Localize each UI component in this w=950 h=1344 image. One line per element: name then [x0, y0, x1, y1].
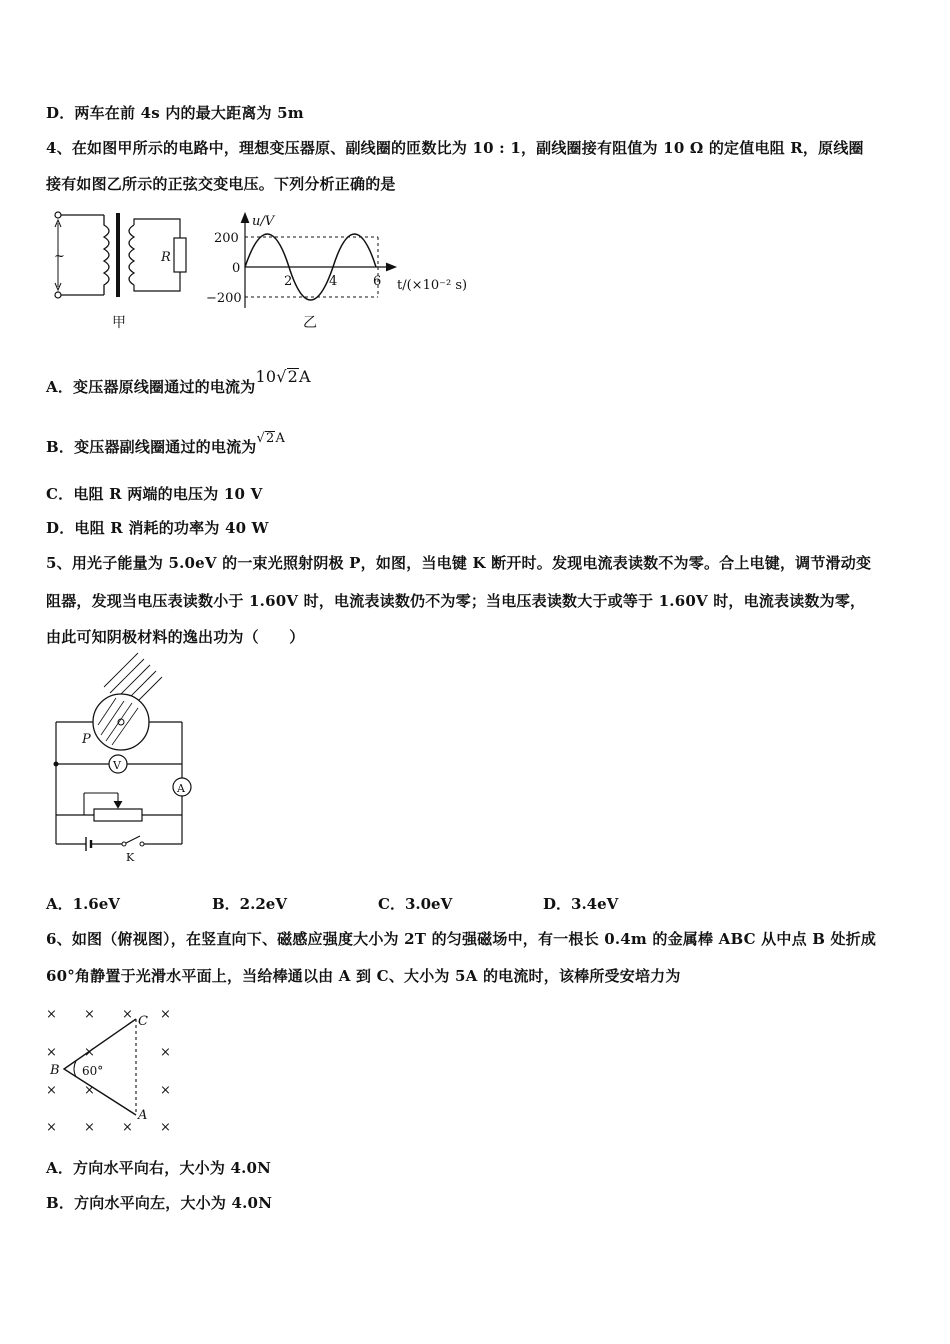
q5-option-a: A．1.6eV — [46, 895, 120, 913]
q4-option-a-radicand: 2 — [287, 367, 299, 386]
q4-option-b-unit: A — [275, 431, 286, 446]
q5-stem-line-2: 阻器，发现当电压表读数小于 1.60V 时，电流表读数仍不为零；当电压表读数大于或等于 1.60V 时，电流表读数为零， — [46, 592, 866, 610]
q6-stem-line-2: 60°角静置于光滑水平面上，当给棒通以由 A 到 C、大小为 5A 的电流时，该棒所受安培力为 — [46, 967, 681, 985]
q5-stem-line-1: 5、用光子能量为 5.0eV 的一束光照射阴极 P，如图，当电键 K 断开时。发现电流表读数不为零。合上电键，调节滑动变 — [46, 554, 872, 572]
q4-option-a-coef: 10 — [255, 367, 277, 386]
q5-option-d: D．3.4eV — [543, 895, 619, 913]
svg-text:×: × — [46, 1007, 57, 1022]
y-tick-neg-200: −200 — [206, 291, 242, 306]
voltmeter-label: V — [113, 759, 121, 772]
q6-option-b: B．方向水平向左，大小为 4.0N — [46, 1194, 273, 1212]
svg-text:×: × — [160, 1045, 171, 1060]
q4-stem-line-1: 4、在如图甲所示的电路中，理想变压器原、副线圈的匝数比为 10 : 1，副线圈接有阻值为 10 Ω 的定值电阻 R，原线圈 — [46, 139, 864, 157]
q6-figure-magnetic-field — [44, 1003, 184, 1133]
q5-option-b: B．2.2eV — [212, 895, 287, 913]
svg-text:×: × — [84, 1083, 95, 1098]
resistor-r — [174, 238, 186, 272]
label-c: C — [138, 1014, 148, 1029]
y-tick-0: 0 — [232, 261, 241, 276]
q4-option-c: C．电阻 R 两端的电压为 10 V — [46, 485, 263, 503]
q4-stem-line-2: 接有如图乙所示的正弦交变电压。下列分析正确的是 — [46, 175, 396, 193]
angle-label: 60° — [82, 1064, 104, 1078]
svg-text:×: × — [122, 1007, 133, 1022]
q5-option-c: C．3.0eV — [378, 895, 453, 913]
q4-option-a: A．变压器原线圈通过的电流为10√2A — [46, 367, 311, 396]
q4-option-b: B．变压器副线圈通过的电流为√2A — [46, 431, 286, 456]
svg-text:×: × — [84, 1120, 95, 1135]
q6-option-a: A．方向水平向右，大小为 4.0N — [46, 1159, 272, 1177]
svg-text:×: × — [46, 1045, 57, 1060]
x-axis-label: t/(×10⁻² s) — [397, 278, 468, 293]
phototube — [93, 694, 149, 750]
q5-figure-photoelectric-circuit — [46, 665, 206, 865]
cathode-label: P — [82, 732, 91, 747]
q4-option-a-unit: A — [299, 367, 311, 386]
resistor-label: R — [161, 250, 171, 265]
q4-option-b-text: B．变压器副线圈通过的电流为 — [46, 438, 257, 456]
figure-yi-caption: 乙 — [303, 315, 317, 331]
svg-text:×: × — [122, 1120, 133, 1135]
switch-k — [126, 836, 140, 843]
svg-text:×: × — [160, 1007, 171, 1022]
q4-option-a-text: A．变压器原线圈通过的电流为 — [46, 378, 256, 396]
svg-text:×: × — [46, 1083, 57, 1098]
svg-text:×: × — [46, 1120, 57, 1135]
q4-figure-yi-graph — [200, 205, 480, 335]
switch-label: K — [126, 851, 135, 864]
label-a: A — [138, 1108, 148, 1123]
ammeter-label: A — [177, 782, 185, 795]
x-tick-4: 4 — [329, 274, 338, 289]
q3-option-d: D．两车在前 4s 内的最大距离为 5m — [46, 104, 304, 122]
svg-text:×: × — [160, 1083, 171, 1098]
q4-figure-jia — [46, 205, 196, 335]
ac-source-symbol: ~ — [54, 249, 65, 264]
q4-option-d: D．电阻 R 消耗的功率为 40 W — [46, 519, 269, 537]
svg-text:×: × — [160, 1120, 171, 1135]
field-crosses — [46, 1007, 171, 1135]
svg-text:×: × — [84, 1007, 95, 1022]
label-b: B — [50, 1063, 60, 1078]
svg-text:×: × — [84, 1045, 95, 1060]
y-axis-label: u/V — [252, 214, 275, 229]
q4-option-b-radicand: 2 — [265, 431, 275, 446]
rheostat — [94, 809, 142, 821]
q5-stem-line-3: 由此可知阴极材料的逸出功为（ ） — [46, 628, 305, 646]
x-tick-6: 6 — [373, 274, 382, 289]
q6-stem-line-1: 6、如图（俯视图），在竖直向下、磁感应强度大小为 2T 的匀强磁场中，有一根长 0.4m 的金属棒 ABC 从中点 B 处折成 — [46, 930, 877, 948]
y-tick-200: 200 — [214, 231, 239, 246]
x-tick-2: 2 — [284, 274, 293, 289]
figure-jia-caption: 甲 — [112, 315, 126, 331]
